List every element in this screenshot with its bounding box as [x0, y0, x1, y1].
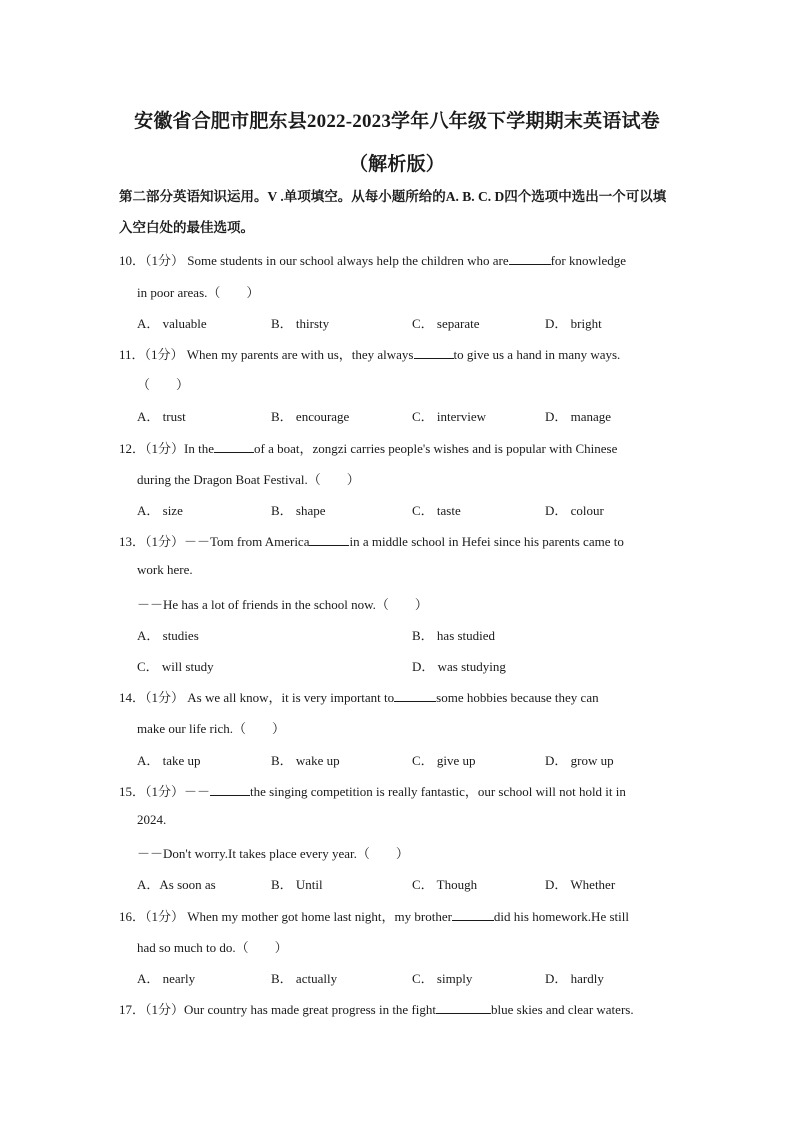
question-13-cont: work here. [137, 562, 193, 577]
question-10-cont: in poor areas.（ ） [137, 285, 260, 300]
option-a: A． trust [137, 409, 186, 424]
question-10: 10．（1分） Some students in our school always help the children who are for knowledge [119, 253, 627, 268]
question-14: 14．（1分） As we all know，it is very important to some hobbies because they can [119, 690, 599, 705]
question-16-cont: had so much to do.（ ） [137, 940, 288, 955]
option-c: C． give up [412, 753, 476, 768]
question-15-cont: 2024. [137, 812, 167, 827]
option-a: A．As soon as [137, 877, 216, 892]
option-c: C． simply [412, 971, 473, 986]
question-14-cont: make our life rich.（ ） [137, 721, 286, 736]
option-c: C． separate [412, 316, 480, 331]
option-d: D． bright [545, 316, 602, 331]
question-15-reply: －－Don't worry.It takes place every year.（ ） [137, 846, 409, 861]
answer-blank [214, 441, 254, 453]
option-b: B． has studied [412, 628, 496, 643]
answer-blank [436, 1002, 491, 1014]
page-title: 安徽省合肥市肥东县2022-2023学年八年级下学期期末英语试卷 [134, 111, 660, 132]
option-d: D． manage [545, 409, 612, 424]
option-d: D． hardly [545, 971, 604, 986]
option-c: C． taste [412, 503, 461, 518]
option-a: A． nearly [137, 971, 196, 986]
question-12-cont: during the Dragon Boat Festival.（ ） [137, 472, 360, 487]
option-c: C． Though [412, 877, 478, 892]
option-a: A． take up [137, 753, 201, 768]
answer-blank [210, 784, 250, 796]
question-13-reply: －－He has a lot of friends in the school now.（ ） [137, 597, 428, 612]
question-15: 15．（1分）－－ the singing competition is really fantastic，our school will not hold it in [119, 784, 626, 799]
option-d: D． colour [545, 503, 604, 518]
answer-blank [452, 909, 494, 921]
answer-blank [509, 253, 551, 265]
option-d: D． grow up [545, 753, 614, 768]
option-c: C． interview [412, 409, 487, 424]
question-16: 16．（1分） When my mother got home last night，my brother did his homework.He still [119, 909, 629, 924]
option-b: B． wake up [271, 753, 340, 768]
question-11: 11．（1分） When my parents are with us，they always to give us a hand in many ways. [119, 347, 621, 362]
option-d: D． Whether [545, 877, 616, 892]
option-c: C． will study [137, 659, 214, 674]
option-a: A． valuable [137, 316, 207, 331]
question-13: 13．（1分）－－Tom from America in a middle school in Hefei since his parents came to [119, 534, 624, 549]
option-a: A． studies [137, 628, 199, 643]
question-17: 17．（1分）Our country has made great progress in the fight blue skies and clear waters. [119, 1002, 634, 1017]
answer-blank [414, 347, 454, 359]
option-b: B． encourage [271, 409, 350, 424]
option-b: B． shape [271, 503, 326, 518]
option-d: D． was studying [412, 659, 506, 674]
answer-blank [309, 534, 349, 546]
answer-blank [394, 690, 436, 702]
page-subtitle: （解析版） [348, 154, 445, 175]
question-11-cont: （ ） [137, 377, 190, 392]
question-12: 12．（1分）In the of a boat，zongzi carries people's wishes and is popular with Chinese [119, 441, 618, 456]
option-b: B． Until [271, 877, 323, 892]
option-a: A． size [137, 503, 183, 518]
section-instructions: 第二部分英语知识运用。V .单项填空。从每小题所给的A. B. C. D四个选项中选出一个可以填入空白处的最佳选项。 [119, 189, 667, 235]
option-b: B． actually [271, 971, 338, 986]
option-b: B． thirsty [271, 316, 330, 331]
